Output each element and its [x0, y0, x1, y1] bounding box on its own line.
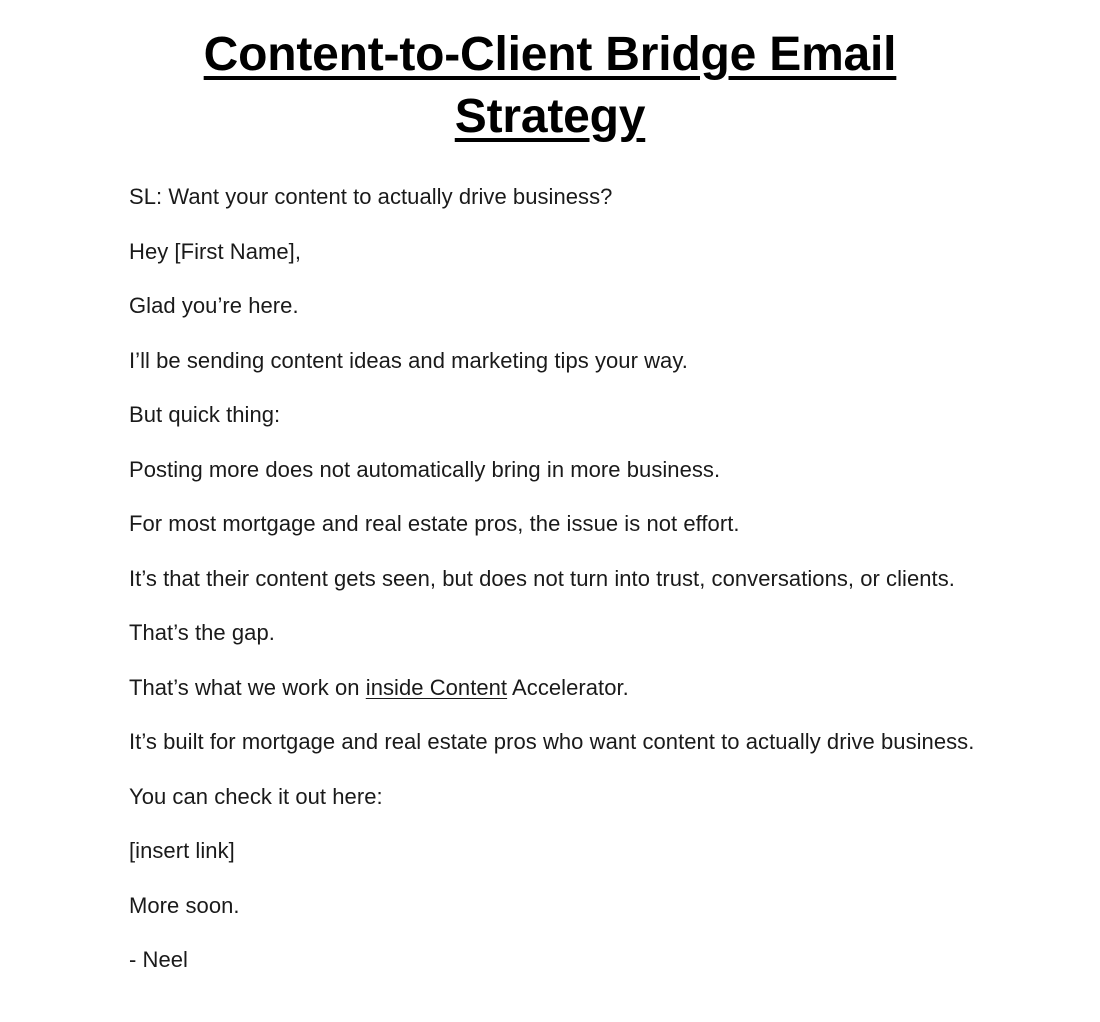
page-title-text: Content-to-Client Bridge Email Strategy — [203, 28, 897, 143]
offer-suffix: Accelerator. — [507, 674, 629, 700]
built-for-line: It’s built for mortgage and real estate pros who want content to actually drive business. — [129, 729, 975, 754]
welcome-line: Glad you’re here. — [129, 293, 299, 318]
problem-statement: Posting more does not automatically bring in more business. — [129, 456, 721, 482]
greeting: Hey [First Name], — [129, 238, 301, 264]
link-placeholder[interactable]: [insert link] — [129, 838, 235, 863]
email-body — [129, 183, 1009, 973]
the-gap: That’s the gap. — [129, 620, 275, 645]
sign-off-note: More soon. — [129, 892, 240, 918]
program-name-link[interactable]: inside Content — [365, 674, 508, 700]
signature: - Neel — [129, 947, 188, 972]
page-title — [150, 24, 950, 148]
audience-issue: For most mortgage and real estate pros, the issue is not effort. — [129, 511, 740, 536]
subject-line: SL: Want your content to actually drive business? — [129, 184, 613, 209]
offer-line — [129, 674, 1009, 701]
real-issue: It’s that their content gets seen, but does not turn into trust, conversations, or clients. — [129, 565, 955, 591]
transition-line: But quick thing: — [129, 402, 281, 427]
cta-lead-in-line: You can check it out here: — [129, 783, 383, 809]
offer-prefix: That’s what we work on — [129, 674, 366, 700]
promise-line: I’ll be sending content ideas and marketing tips your way. — [129, 347, 688, 373]
